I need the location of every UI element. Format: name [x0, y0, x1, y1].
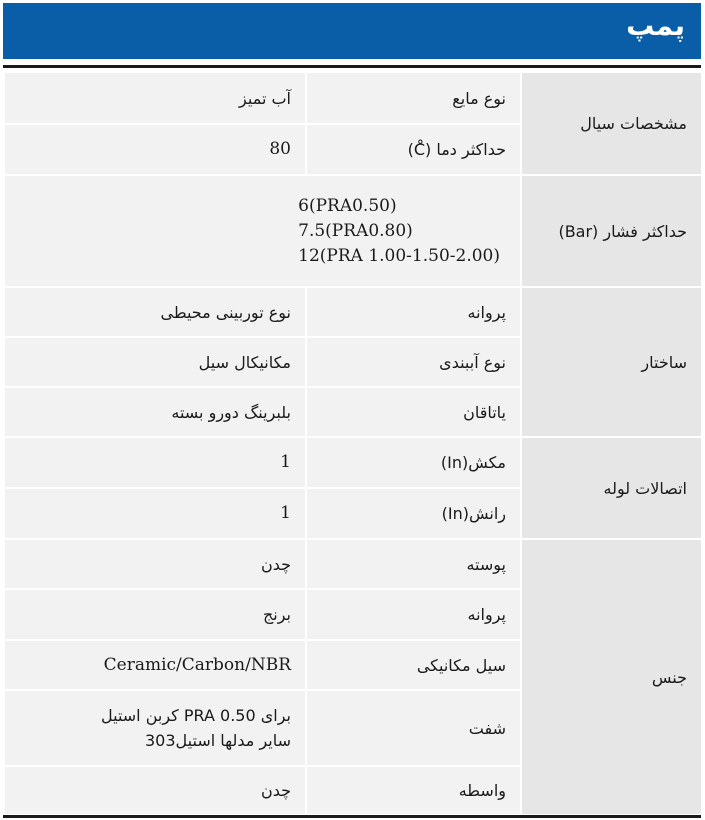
shaft-line: سایر مدلها استیل303 [145, 731, 291, 750]
value-mechanical-seal: Ceramic/Carbon/NBR [4, 640, 306, 690]
prop-shaft: شفت [306, 690, 521, 766]
table-row [4, 539, 701, 589]
group-material: جنس [521, 539, 701, 815]
value-fluid-type: آب تمیز [4, 73, 306, 124]
page-header [3, 3, 701, 59]
prop-mechanical-seal: سیل مکانیکی [306, 640, 521, 690]
top-rule [3, 65, 701, 68]
value-discharge: 1 [4, 488, 306, 539]
value-casing: چدن [4, 539, 306, 589]
pressure-lines [298, 194, 500, 269]
prop-suction: مکش(In) [306, 437, 521, 488]
value-shaft [4, 690, 306, 766]
value-seal-type: مکانیکال سیل [4, 337, 306, 387]
prop-casing: پوسته [306, 539, 521, 589]
table-row [4, 73, 701, 124]
value-max-temp: 80 [4, 124, 306, 175]
value-max-pressure [4, 175, 521, 287]
pressure-line: 12(PRA 1.00-1.50-2.00) [298, 245, 500, 266]
table-row [4, 437, 701, 488]
value-adapter: چدن [4, 766, 306, 815]
table-row [4, 175, 701, 287]
group-pipe-connections: اتصالات لوله [521, 437, 701, 539]
prop-impeller: پروانه [306, 287, 521, 337]
pressure-line: 7.5(PRA0.80) [298, 220, 413, 241]
pressure-line: 6(PRA0.50) [298, 195, 397, 216]
prop-adapter: واسطه [306, 766, 521, 815]
group-max-pressure: حداکثر فشار (Bar) [521, 175, 701, 287]
shaft-line: برای PRA 0.50 کربن استیل [101, 706, 291, 725]
prop-bearing: یاتاقان [306, 387, 521, 437]
prop-discharge: رانش(In) [306, 488, 521, 539]
bottom-rule [3, 815, 701, 818]
prop-fluid-type: نوع مایع [306, 73, 521, 124]
value-suction: 1 [4, 437, 306, 488]
value-bearing: بلبرینگ دورو بسته [4, 387, 306, 437]
value-impeller: نوع توربینی محیطی [4, 287, 306, 337]
prop-seal-type: نوع آببندی [306, 337, 521, 387]
table-row [4, 287, 701, 337]
group-construction: ساختار [521, 287, 701, 437]
prop-max-temp: حداکثر دما (C̊) [306, 124, 521, 175]
spec-table [3, 73, 701, 816]
value-material-impeller: برنج [4, 589, 306, 640]
prop-material-impeller: پروانه [306, 589, 521, 640]
group-fluid-specs: مشخصات سیال [521, 73, 701, 175]
page-title: پمپ [626, 9, 685, 42]
